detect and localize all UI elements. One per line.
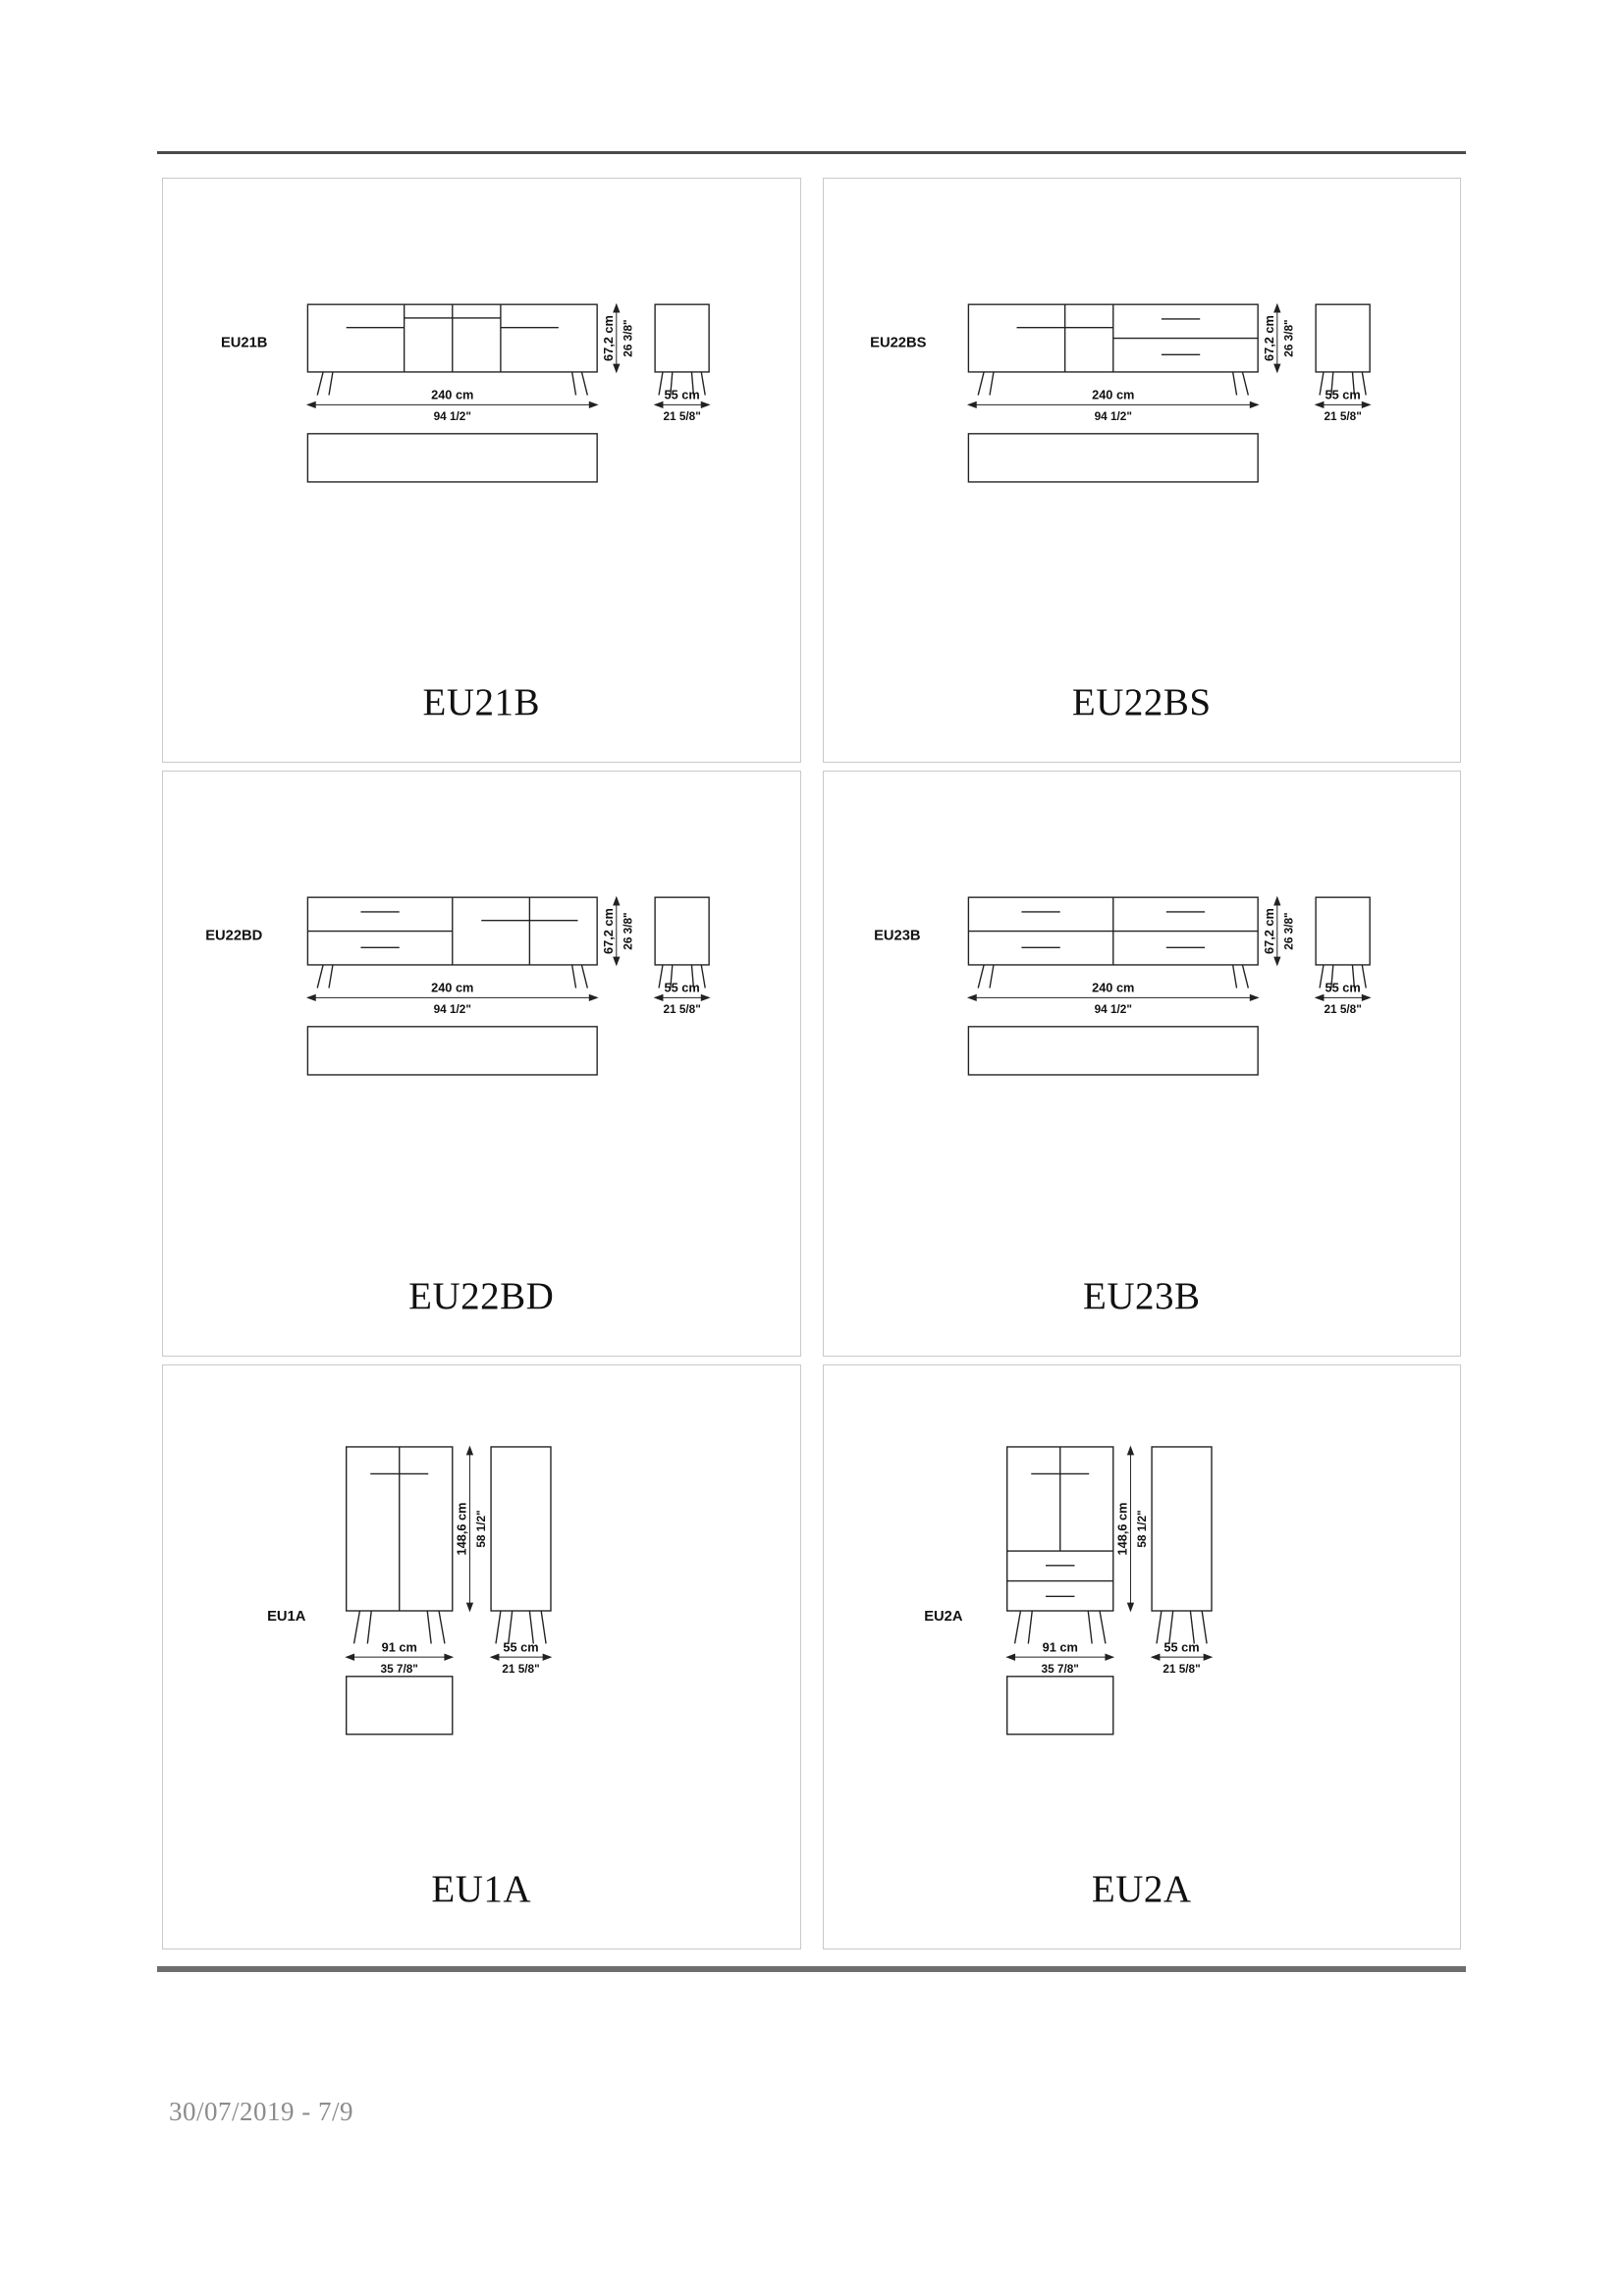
height-cm-label: 67,2 cm bbox=[600, 315, 616, 361]
depth-in-label: 21 5/8" bbox=[1323, 1003, 1362, 1017]
depth-cm-label: 55 cm bbox=[503, 1638, 539, 1654]
product-code-label: EU1A bbox=[267, 1608, 306, 1625]
top-divider-rule bbox=[157, 151, 1466, 154]
product-caption: EU2A bbox=[1091, 1867, 1192, 1910]
width-cm-label: 91 cm bbox=[381, 1638, 417, 1654]
height-cm-label: 67,2 cm bbox=[600, 908, 616, 955]
height-in-label: 26 3/8" bbox=[622, 912, 635, 951]
width-cm-label: 240 cm bbox=[1091, 387, 1134, 402]
depth-cm-label: 55 cm bbox=[664, 980, 700, 995]
width-cm-label: 240 cm bbox=[431, 980, 474, 995]
depth-in-label: 21 5/8" bbox=[1162, 1662, 1201, 1676]
height-cm-label: 148,6 cm bbox=[1114, 1502, 1130, 1556]
width-cm-label: 240 cm bbox=[1091, 980, 1134, 995]
technical-drawing-eu22bd bbox=[163, 772, 800, 1355]
height-cm-label: 67,2 cm bbox=[1261, 315, 1276, 361]
width-cm-label: 240 cm bbox=[431, 387, 474, 402]
depth-cm-label: 55 cm bbox=[1325, 980, 1361, 995]
product-code-label: EU21B bbox=[220, 335, 268, 351]
depth-cm-label: 55 cm bbox=[1325, 387, 1361, 402]
product-caption: EU21B bbox=[422, 681, 540, 724]
width-in-label: 35 7/8" bbox=[1041, 1662, 1079, 1676]
depth-cm-label: 55 cm bbox=[664, 387, 700, 402]
depth-cm-label: 55 cm bbox=[1163, 1638, 1200, 1654]
width-in-label: 94 1/2" bbox=[1094, 1003, 1132, 1017]
product-code-label: EU22BS bbox=[869, 335, 926, 351]
product-caption: EU22BD bbox=[408, 1274, 555, 1317]
technical-drawing-eu1a bbox=[163, 1365, 800, 1949]
height-in-label: 26 3/8" bbox=[1282, 319, 1296, 357]
product-code-label: EU2A bbox=[923, 1608, 962, 1625]
width-in-label: 94 1/2" bbox=[433, 410, 471, 424]
width-in-label: 94 1/2" bbox=[433, 1003, 471, 1017]
width-cm-label: 91 cm bbox=[1042, 1638, 1078, 1654]
height-in-label: 26 3/8" bbox=[1282, 912, 1296, 951]
height-in-label: 58 1/2" bbox=[1135, 1509, 1149, 1548]
product-cell-eu21b[interactable] bbox=[162, 178, 801, 763]
height-in-label: 26 3/8" bbox=[622, 319, 635, 357]
product-cell-eu22bd[interactable] bbox=[162, 771, 801, 1356]
product-caption: EU23B bbox=[1083, 1274, 1201, 1317]
product-grid bbox=[162, 178, 1461, 1949]
product-cell-eu23b[interactable] bbox=[823, 771, 1462, 1356]
page-footer: 30/07/2019 - 7/9 bbox=[169, 2097, 353, 2126]
technical-drawing-eu2a bbox=[824, 1365, 1461, 1949]
depth-in-label: 21 5/8" bbox=[502, 1662, 540, 1676]
width-in-label: 94 1/2" bbox=[1094, 410, 1132, 424]
depth-in-label: 21 5/8" bbox=[1323, 410, 1362, 424]
product-cell-eu2a[interactable] bbox=[823, 1364, 1462, 1949]
product-cell-eu22bs[interactable] bbox=[823, 178, 1462, 763]
bottom-divider-rule bbox=[157, 1966, 1466, 1972]
height-cm-label: 148,6 cm bbox=[454, 1502, 469, 1556]
depth-in-label: 21 5/8" bbox=[663, 1003, 701, 1017]
height-in-label: 58 1/2" bbox=[475, 1509, 489, 1548]
technical-drawing-eu21b bbox=[163, 179, 800, 762]
product-caption: EU22BS bbox=[1071, 681, 1212, 724]
product-cell-eu1a[interactable] bbox=[162, 1364, 801, 1949]
product-caption: EU1A bbox=[431, 1867, 532, 1910]
height-cm-label: 67,2 cm bbox=[1261, 908, 1276, 955]
technical-drawing-eu23b bbox=[824, 772, 1461, 1355]
width-in-label: 35 7/8" bbox=[380, 1662, 418, 1676]
product-code-label: EU23B bbox=[873, 928, 921, 944]
depth-in-label: 21 5/8" bbox=[663, 410, 701, 424]
product-code-label: EU22BD bbox=[205, 928, 263, 944]
technical-drawing-eu22bs bbox=[824, 179, 1461, 762]
